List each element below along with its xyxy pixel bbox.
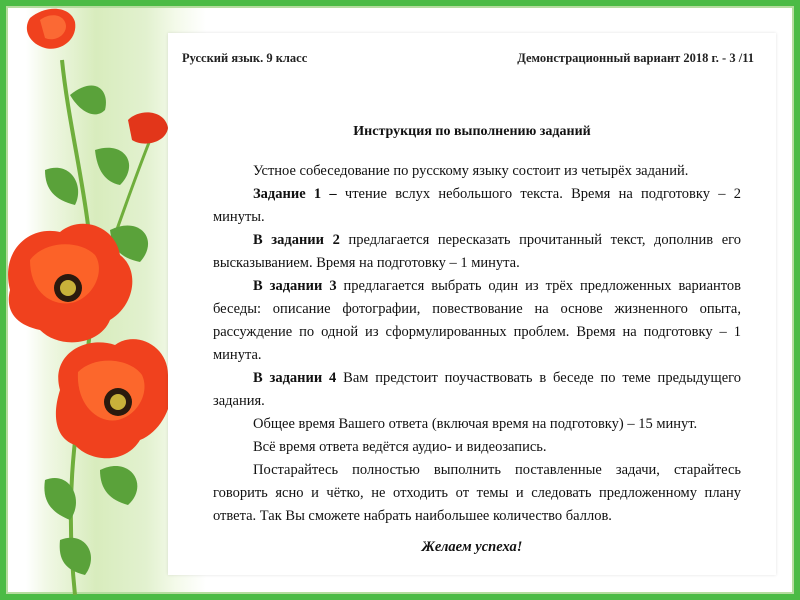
instruction-body <box>213 160 741 528</box>
header-subject: Русский язык. 9 класс <box>182 51 308 65</box>
closing-wish: Желаем успеха! <box>421 539 523 555</box>
document-page <box>168 33 776 575</box>
paragraph: Постарайтесь полностью выполнить поставленные задачи, старайтесь говорить ясно и чётко, не отходить от темы и следовать предложенному плану ответа. Так Вы сможете набрать наибольшее количество баллов. <box>213 462 741 524</box>
header-variant: Демонстрационный вариант 2018 г. - 3 /11 <box>517 51 754 65</box>
task-label: В задании 3 <box>253 278 337 294</box>
poppy-flower-icon <box>128 112 168 143</box>
paragraph: Общее время Вашего ответа (включая время на подготовку) – 15 минут. <box>253 416 698 432</box>
task-label: Задание 1 – <box>253 186 337 202</box>
paragraph: В задании 4 Вам предстоит поучаствовать в беседе по теме предыдущего задания. <box>213 370 741 409</box>
instruction-title: Инструкция по выполнению заданий <box>353 124 591 139</box>
task-label: В задании 2 <box>253 232 340 248</box>
poppy-flower-icon <box>56 339 171 458</box>
paragraph: В задании 3 предлагается выбрать один из трёх предложенных вариантов беседы: описание фотографии, повествование на основе жизненного опыта, рассуждение по одной из сформулированных проблем. Время на подготовку – 1 минута. <box>213 278 742 363</box>
poppy-flower-icon <box>27 9 75 49</box>
paragraph: Задание 1 – чтение вслух небольшого текста. Время на подготовку – 2 минуты. <box>213 186 741 225</box>
task-label: В задании 4 <box>253 370 337 386</box>
paragraph: Устное собеседование по русскому языку состоит из четырёх заданий. <box>253 163 689 179</box>
paragraph: В задании 2 предлагается пересказать прочитанный текст, дополнив его высказыванием. Время на подготовку – 1 минута. <box>213 232 741 271</box>
paragraph: Всё время ответа ведётся аудио- и видеозапись. <box>253 439 547 455</box>
poppy-flower-icon <box>8 224 132 343</box>
